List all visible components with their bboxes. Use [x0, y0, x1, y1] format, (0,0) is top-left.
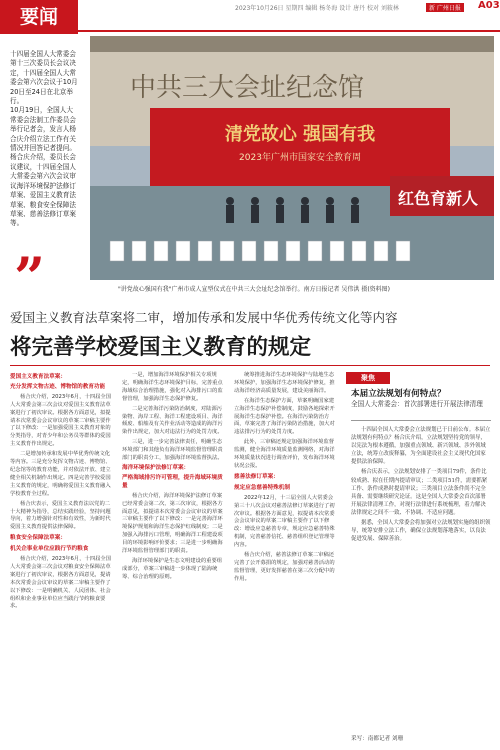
- body-paragraph: 此外，三审稿还规定加强海洋环境监督监测，健全海洋环境质量监测网络，对海洋环境质量状况进行调查评价，发布海洋环境状况公报。: [234, 439, 335, 469]
- banner-line-1: 清党故心 强国有我: [224, 124, 376, 145]
- body-paragraph: 杨合庆表示，爱国主义教育法以党的二十大精神为指导，总结实践经验，坚持问题导向，着力增强针对性和有效性，为新时代爱国主义教育提供法律保障。: [10, 500, 111, 531]
- body-paragraph: 杨合庆介绍，2023年6月，十四届全国人大常委会第三次会议对爱国主义教育法草案进行了初次审议。根据各方面意见，拟提请本次常委会会议审议的草案二审稿主要作了以下修改：一是加强爱国主义教育对象的分类指导，对青少年和公务员等群体的爱国主义教育作出规定。: [10, 393, 112, 448]
- body-paragraph: 杨合庆介绍，海洋环境保护法修订草案已经常委会第二次、第三次审议，根据各方面意见，拟提请本次常委会会议审议的草案三审稿主要作了以下修改：一是完善海洋环境保护规划和海洋生态保护红线制度；二是加强入海排污口管理，明确海洋工程建设项目的环境影响评价要求；三是进一步明确海洋环境监督管理部门的职责。: [122, 492, 223, 555]
- side-banner-text: 红色育新人: [398, 189, 479, 208]
- sidebar-body: [351, 426, 491, 545]
- section-heading: 慈善法修订草案：: [234, 473, 279, 480]
- section-heading: 爱国主义教育法草案：: [10, 374, 66, 380]
- article-column-3: [234, 372, 338, 586]
- header-rule: [78, 30, 500, 32]
- article-column-2: [122, 372, 226, 584]
- news-photo: [90, 36, 494, 280]
- article-subheadline: 爱国主义教育法草案将二审，增加传承和发展中华优秀传统文化等内容: [10, 310, 398, 325]
- intro-paragraph: 十四届全国人大常委会第十三次委员长会议决定，十四届全国人大常委会第六次会议于10月20日至24日在北京举行。: [10, 50, 78, 106]
- headline-rule: [10, 365, 490, 366]
- byline: 采写：南都记者 刘珊: [351, 736, 404, 742]
- body-paragraph: 2022年12月，十三届全国人大常委会第三十八次会议对慈善法修订草案进行了初次审议。根据各方面意见，拟提请本次常委会会议审议的草案二审稿主要作了以下修改：增设应急慈善专章，规定应急慈善特殊机制，完善慈善信托、慈善组织登记管理等内容。: [234, 494, 335, 549]
- photo-caption: "讲党故心强国有我"广州市成人宣型仪式在中共三大会址纪念馆举行。南方日报记者 吴伟洪 摄(资料图): [118, 286, 391, 293]
- body-paragraph: 在海洋生态保护方面，草案明确国家建立海洋生态保护补偿制度，鼓励各地探索开展海洋生态保护补偿。在海洋污染防治方面，草案完善了海洋污染防治措施，加大对违法排污行为的处罚力度。: [234, 397, 335, 436]
- section-heading: 充分发挥文物古迹、博物馆的教育功能: [10, 383, 106, 390]
- article-column-1: [10, 372, 114, 613]
- body-paragraph: 二是完善海洋污染防治制度，对陆源污染物、海岸工程、海洋工程建设项目、海洋倾废、船舶及有关作业活动等造成的海洋污染作出规定，加大对违法行为的处罚力度。: [122, 405, 223, 436]
- section-heading: 规定应急慈善特殊机制: [234, 484, 290, 491]
- sidebar-title: 本届立法规划有何特点？: [351, 389, 446, 399]
- section-heading: 粮食安全保障法草案：: [10, 535, 66, 542]
- intro-paragraph: 10月19日，全国人大常委会法制工作委员会举行记者会，发言人杨合庆介绍立法工作有关情况并回答记者提问。: [10, 106, 76, 153]
- body-paragraph: 杨合庆介绍，2023年6月，十四届全国人大常委会第三次会议对粮食安全保障法草案进行了初次审议，根据各方面意见，提请本次常委会会议审议的草案二审稿主要作了以下修改：一是明确机关、人民团体、社会组织和企业事业单位应当践行节约粮食要求。: [10, 556, 112, 610]
- header-note: 新 广州日报: [426, 3, 464, 12]
- banner-line-2: 2023年广州市国家安全教育周: [239, 153, 361, 163]
- section-heading: 严格海域排污许可管理，提升海域环境质量: [122, 474, 223, 489]
- intro-text: [10, 50, 78, 229]
- section-tag: 要闻: [0, 0, 78, 34]
- sidebar-paragraph: 据悉，全国人大常委会将加强对立法规划实施的组织领导，统筹安排立法工作，确保立法规划落地落实，以良法促进发展、保障善治。: [351, 520, 491, 543]
- sidebar-rule: [351, 420, 491, 421]
- body-paragraph: 三是，进一步完善法律责任，明确生态环境部门和其他负有海洋环境监督管理职责部门的职责分工，加强海洋环境监督执法。: [122, 439, 223, 462]
- body-paragraph: 一是，增加海洋环境保护相关专项规定，明确海洋生态环境保护目标，完善重点海域综合治理措施，强化对入海排污口的监督管理，加强海洋生态保护修复。: [122, 372, 223, 402]
- sidebar-subtitle: 全国人大常委会：首次部署进行开展法律清理: [351, 400, 483, 408]
- body-paragraph: 杨合庆介绍，慈善法修订草案二审稿还完善了公开募捐的规定，加强对慈善活动的监督管理，更好发挥慈善在第三次分配中的作用。: [234, 552, 335, 582]
- section-heading: 机关企事业单位应践行节约粮食: [10, 546, 89, 553]
- news-photo-image: [90, 36, 494, 280]
- page-number: A03: [478, 0, 500, 11]
- sidebar-tag: 聚焦: [346, 372, 390, 384]
- body-paragraph: 海洋环境保护是生态文明建设的重要组成部分，草案三审稿进一步体现了陆海统筹、综合治理的原则。: [122, 557, 223, 580]
- sidebar-paragraph: 十四届全国人大常委会立法规划已于日前公布。本届立法规划有何特点？杨合庆介绍，立法规划坚持党的领导，以宪法为根本遵循，加强重点领域、新兴领域、涉外领域立法，统筹立改废释纂，为全面建设社会主义现代化国家提供法治保障。: [351, 427, 491, 466]
- body-paragraph: 二是增加传承和发展中华优秀传统文化等内容。三是充分发挥文物古迹、博物馆、纪念馆等的教育功能，并对依法开放、建立健全相关机制作出规定。四是完善学校爱国主义教育的规定，明确将爱国主义教育融入学校教育全过程。: [10, 451, 111, 497]
- article-headline: 将完善学校爱国主义教育的规定: [10, 335, 312, 360]
- sidebar-paragraph: 杨合庆表示，立法规划安排了一类项目79件，条件比较成熟、拟在任期内提请审议；二类项目51件，需要抓紧工作、条件成熟时提请审议；三类项目立法条件尚不完全具备、需要继续研究论证。这是全国人大常委会首次部署开展法律清理工作，对现行法律进行系统梳理，着力解决法律规定之间不一致、不协调、不适应问题。: [351, 469, 488, 516]
- section-heading: 海洋环境保护法修订草案：: [122, 464, 190, 471]
- building-lettering: 中共三大会址纪念馆: [130, 73, 365, 103]
- quote-mark-icon: ”: [14, 245, 46, 309]
- header-info: 2023年10月26日 星期四 编辑 杨冬海 设计 唐丹 校对 刘筱林: [235, 5, 399, 12]
- intro-paragraph: 杨合庆介绍，委员长会议建议，十四届全国人大常委会第六次会议审议海洋环境保护法修订草案、爱国主义教育法草案、粮食安全保障法草案、慈善法修订草案等。: [10, 153, 76, 228]
- body-paragraph: 统筹推进海洋生态环境保护与陆地生态环境保护，加强海洋生态环境保护修复，推动海洋经济高质量发展，建设美丽海洋。: [234, 372, 335, 394]
